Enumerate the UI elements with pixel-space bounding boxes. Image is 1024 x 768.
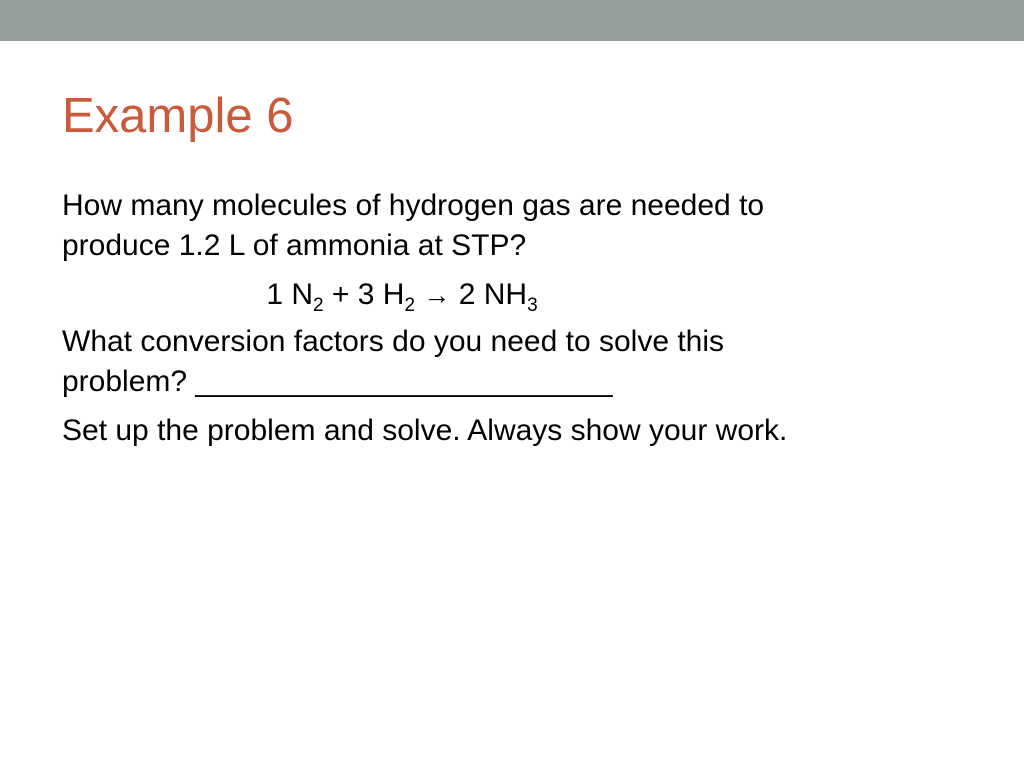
equation-nh3-subscript: 3: [527, 295, 538, 316]
question-line-2: produce 1.2 L of ammonia at STP?: [62, 229, 527, 262]
equation-n2-subscript: 2: [313, 295, 324, 316]
slide-body: [62, 186, 892, 460]
equation-h2-subscript: 2: [404, 295, 416, 316]
conversion-prompt: [62, 322, 892, 402]
reaction-arrow-icon: →: [423, 280, 451, 310]
chemical-equation: [62, 275, 742, 315]
prompt-line-2: problem?: [62, 365, 188, 398]
question-text: [62, 186, 892, 266]
top-accent-bar: [0, 0, 1024, 41]
question-line-1: How many molecules of hydrogen gas are needed to: [62, 189, 765, 222]
equation-nh3: 2 NH: [450, 278, 528, 311]
answer-blank: _________________________: [195, 365, 613, 398]
equation-n2: 1 N: [266, 278, 314, 311]
equation-h2: + 3 H: [323, 278, 405, 311]
prompt-line-1: What conversion factors do you need to solve this: [62, 325, 725, 358]
instruction-text: Set up the problem and solve. Always show your work.: [62, 414, 788, 447]
slide-title: Example 6: [62, 89, 294, 143]
